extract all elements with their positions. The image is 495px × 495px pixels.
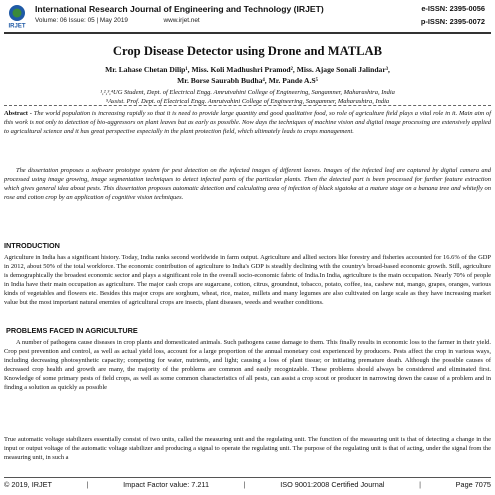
abstract-text: The world population is increasing rapidly so that it is need to provide large quantity and good qualitative food, so role of agriculture field plays a vital role in it. Main aim of this work is not only to detection of bio-aggressors on plant leaves but as early as possible. Now days the techniques of machine vision and digital image processing are extensively applied to agricultural science and it has great perspective especially in the plant protection field, which ultimately leads to crops management. xyxy=(4,110,491,135)
intro-paragraph xyxy=(4,254,491,307)
abstract-paragraph-2 xyxy=(4,167,491,203)
header-rule xyxy=(4,32,491,34)
problems-paragraph-2 xyxy=(4,436,491,463)
affiliations xyxy=(30,88,465,106)
irjet-logo xyxy=(4,3,30,29)
intro-heading: INTRODUCTION xyxy=(4,241,60,250)
authors-line-1: Mr. Lahase Chetan Dilip¹, Miss. Koli Madhushri Pramod², Miss. Ajage Sonali Jalindar³, xyxy=(105,65,390,74)
footer-page: Page 7075 xyxy=(455,480,491,489)
abstract-label: Abstract - xyxy=(4,110,32,117)
separator-line xyxy=(4,105,491,106)
authors xyxy=(40,65,455,86)
problems-paragraph xyxy=(4,339,491,392)
footer xyxy=(4,480,491,489)
problems-heading: PROBLEMS FACED IN AGRICULTURE xyxy=(6,326,138,335)
problems-text: A number of pathogens cause diseases in crop plants and domesticated animals. Such pathogens cause damage to them. This finally results in economic loss to the farmer in their yield. Crop pest prevention and control, as well as actual yield loss, account for a large proportion of the annual monetary cost experienced by producers. Pests affect the crop in various ways, including decreasing photosynthetic capacity; competing for water, nutrients, and light; causing a loss of plant tissue; or initiating premature death. Although the possible causes of decreased crop health and growth are many, the majority of the problems are common and easily recognizable. These problems should always be considered and eliminated first. Knowledge of some primary pests of field crops, as well as some common characteristics of all pests, can assist a crop scout or producer in narrowing down the cause of a problem and in finding a solution as quickly as possible xyxy=(4,339,491,391)
problems-text-2: True automatic voltage stabilizers essentially consist of two units, called the measuring unit and the regulating unit. The function of the measuring unit is that of detecting a change in the input or output voltage of the automatic voltage stabilizer and producing a signal to operate the regulating unit. The purpose of the regulating unit is that of acting, under the signal from the measuring unit, in such a xyxy=(4,436,491,461)
footer-iso: ISO 9001:2008 Certified Journal xyxy=(280,480,385,489)
footer-sep: | xyxy=(419,480,421,489)
affiliation-line-2: ⁵Assist. Prof. Dept. of Electrical Engg. Amrutvahini College of Engineering, Sangamner, Maharashtra, India xyxy=(105,98,390,105)
footer-impact: Impact Factor value: 7.211 xyxy=(123,480,210,489)
volume-line: Volume: 06 Issue: 05 | May 2019 www.irjet.net xyxy=(35,17,200,24)
footer-sep: | xyxy=(243,480,246,489)
footer-rule xyxy=(4,477,491,478)
footer-copyright: © 2019, IRJET xyxy=(4,480,52,489)
eissn: e-ISSN: 2395-0056 xyxy=(421,4,485,13)
footer-sep: | xyxy=(86,480,89,489)
svg-text:IRJET: IRJET xyxy=(8,23,26,29)
affiliation-line-1: ¹,²,³,⁴UG Student, Dept. of Electrical Engg. Amrutvahini College of Engineering, Sangamner, Maharashtra, India xyxy=(100,89,395,96)
authors-line-2: Mr. Borse Saurabh Budha⁴, Mr. Pande A.S⁵ xyxy=(177,75,318,85)
abstract xyxy=(4,110,491,137)
journal-name: International Research Journal of Engineering and Technology (IRJET) xyxy=(35,4,324,14)
pissn: p-ISSN: 2395-0072 xyxy=(420,17,485,26)
abstract-p2-text: The dissertation proposes a software prototype system for pest detection on the infected images of different leaves. Images of the infected leaf are captured by digital camera and processed using image growing, image segmentation techniques to detect infected parts of the particular plants. Then the detected part is been processed for further feature extraction which gives general idea about pests. This dissertation proposes automatic detection and calculating area of infection of black sigatoka at a mature stage on a banana tree and whitefly on rose and cotton crop by an application of cognitive vision techniques. xyxy=(4,167,491,201)
intro-text: Agriculture in India has a significant history. Today, India ranks second worldwide in farm output. Agriculture and allied sectors like forestry and fisheries accounted for 16.6% of the GDP in 2012, about 50% of the total workforce. The economic contribution of agriculture to India's GDP is steadily declining with the country's broad-based economic growth. Still, agriculture is demographically the broadest economic sector and plays a significant role in the overall socio-economic fabric of India.In India, agriculture is the main occupation. Nearly 70% of people in India have their main occupation as agriculture. The major cash crops are sugarcane, cotton, citrus, groundnut, tobacco, potato, coffee, tea, cashew nut, mango, grapes, oranges, various kinds of vegetables and flowers etc. Besides this major crops are sorghum, wheat, rice, maize, millets and many legumes are also cultivated on large scale as they have increasing market value but the most important natural enemies of agricultural crops are insects, plant diseases, weeds and weather conditions. xyxy=(4,254,491,306)
paper-title: Crop Disease Detector using Drone and MATLAB xyxy=(112,44,383,58)
